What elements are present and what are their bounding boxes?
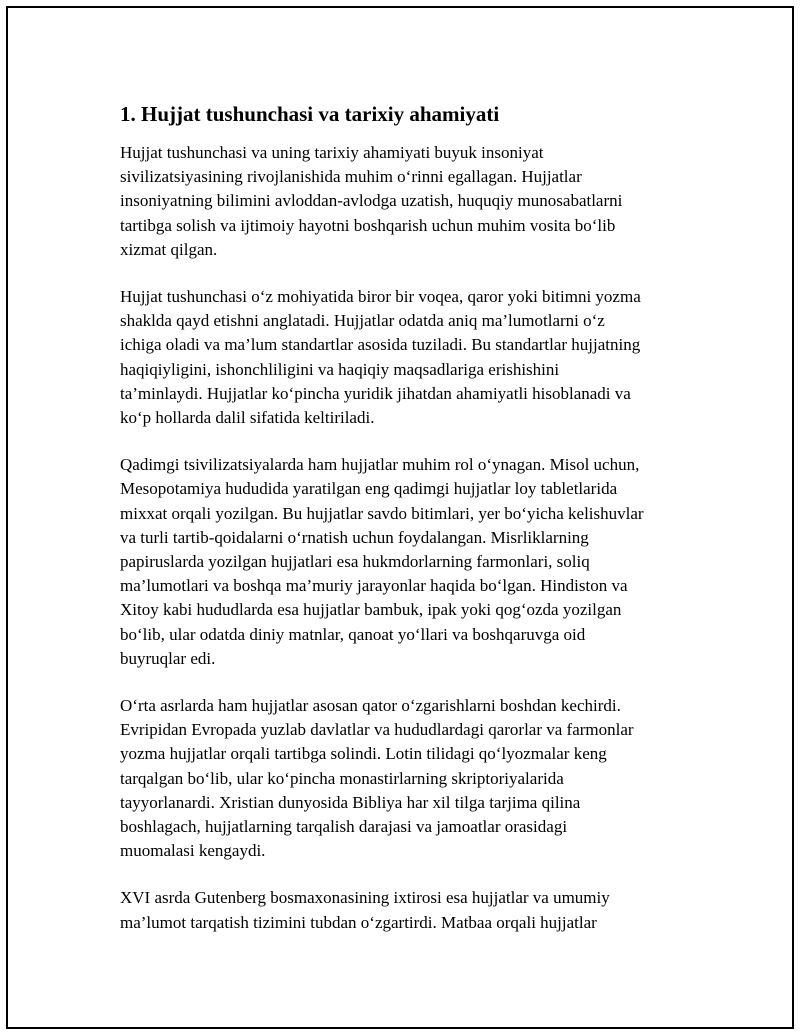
paragraph-2 bbox=[120, 285, 698, 430]
text-line: insoniyatning bilimini avloddan-avlodga uzatish, huquqiy munosabatlarni bbox=[120, 191, 623, 211]
text-line: bo‘lib, ular odatda diniy matnlar, qanoat yo‘llari va boshqaruvga oid bbox=[120, 624, 586, 644]
text-line: Hujjat tushunchasi va uning tarixiy ahamiyati buyuk insoniyat bbox=[120, 143, 544, 162]
text-line: O‘rta asrlarda ham hujjatlar asosan qator o‘zgarishlarni boshdan kechirdi. bbox=[120, 696, 621, 716]
text-line: sivilizatsiyasining rivojlanishida muhim o‘rinni egallagan. Hujjatlar bbox=[120, 167, 582, 187]
text-line: Xitoy kabi hududlarda esa hujjatlar bambuk, ipak yoki qog‘ozda yozilgan bbox=[120, 600, 622, 620]
text-line: tayyorlanardi. Xristian dunyosida Bibliya har xil tilga tarjima qilina bbox=[120, 792, 581, 812]
text-line: ko‘p hollarda dalil sifatida keltiriladi. bbox=[120, 408, 375, 428]
text-line: tartibga solish va ijtimoiy hayotni boshqarish uchun muhim vosita bo‘lib bbox=[120, 215, 616, 235]
text-line: xizmat qilgan. bbox=[120, 239, 218, 259]
text-line: Hujjat tushunchasi o‘z mohiyatida biror bir voqea, qaror yoki bitimni yozma bbox=[120, 287, 641, 307]
text-line: ichiga oladi va ma’lum standartlar asosida tuziladi. Bu standartlar hujjatning bbox=[120, 335, 641, 355]
text-line: muomalasi kengaydi. bbox=[120, 841, 266, 861]
text-line: ta’minlaydi. Hujjatlar ko‘pincha yuridik jihatdan ahamiyatli hisoblanadi va bbox=[120, 383, 631, 403]
text-line: shaklda qayd etishni anglatadi. Hujjatlar odatda aniq ma’lumotlarni o‘z bbox=[120, 311, 605, 331]
text-line: Evripidan Evropada yuzlab davlatlar va hududlardagi qarorlar va farmonlar bbox=[120, 720, 634, 740]
text-line: yozma hujjatlar orqali tartibga solindi. Lotin tilidagi qo‘lyozmalar keng bbox=[120, 744, 607, 764]
text-line: ma’lumotlari va boshqa ma’muriy jarayonlar haqida bo‘lgan. Hindiston va bbox=[120, 576, 628, 596]
text-line: mixxat orqali yozilgan. Bu hujjatlar savdo bitimlari, yer bo‘yicha kelishuvlar bbox=[120, 503, 644, 523]
page-border bbox=[6, 6, 794, 1029]
text-line: XVI asrda Gutenberg bosmaxonasining ixtirosi esa hujjatlar va umumiy bbox=[120, 888, 610, 908]
paragraph-5 bbox=[120, 886, 698, 934]
text-line: tarqalgan bo‘lib, ular ko‘pincha monastirlarning skriptoriyalarida bbox=[120, 768, 564, 788]
paragraph-3 bbox=[120, 453, 698, 671]
text-line: va turli tartib-qoidalarni o‘rnatish uchun foydalangan. Misrliklarning bbox=[120, 527, 589, 547]
text-line: papiruslarda yozilgan hujjatlari esa hukmdorlarning farmonlari, soliq bbox=[120, 552, 590, 572]
text-line: buyruqlar edi. bbox=[120, 648, 216, 668]
document-body bbox=[120, 100, 698, 958]
text-line: ma’lumot tarqatish tizimini tubdan o‘zgartirdi. Matbaa orqali hujjatlar bbox=[120, 912, 597, 932]
paragraph-1 bbox=[120, 141, 698, 262]
section-heading: 1. Hujjat tushunchasi va tarixiy ahamiyati bbox=[120, 102, 500, 126]
text-line: Mesopotamiya hududida yaratilgan eng qadimgi hujjatlar loy tabletlarida bbox=[120, 479, 618, 499]
text-line: Qadimgi tsivilizatsiyalarda ham hujjatlar muhim rol o‘ynagan. Misol uchun, bbox=[120, 455, 640, 475]
paragraph-4 bbox=[120, 694, 698, 863]
text-line: haqiqiyligini, ishonchliligini va haqiqiy maqsadlariga erishishini bbox=[120, 359, 560, 379]
text-line: boshlagach, hujjatlarning tarqalish darajasi va jamoatlar orasidagi bbox=[120, 817, 568, 837]
